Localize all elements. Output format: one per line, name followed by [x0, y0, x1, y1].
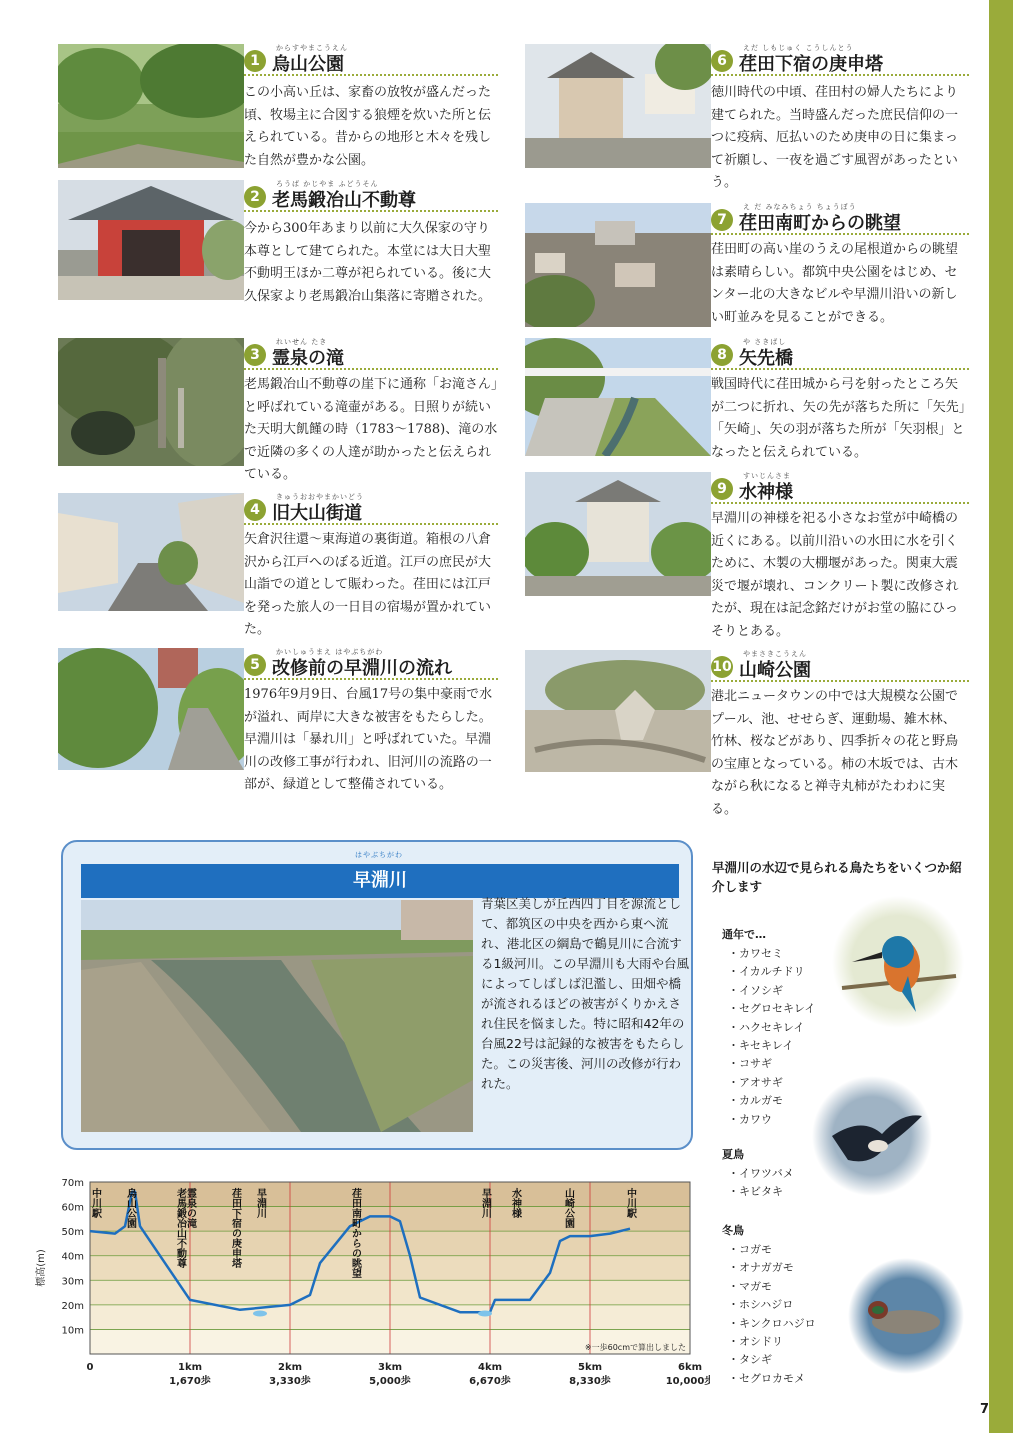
chart-place-label: 早淵川 — [254, 1188, 266, 1218]
photo-swallow — [812, 1076, 932, 1196]
bird-item: ・カワセミ — [728, 947, 783, 960]
birds-section — [712, 858, 972, 896]
x-tick-steps: 8,330歩 — [569, 1376, 611, 1387]
y-tick-label: 20m — [61, 1300, 84, 1312]
spot-ruby: え だ みなみちょう ちょうぼう — [743, 203, 857, 211]
bird-item: ・キンクロハジロ — [728, 1316, 816, 1330]
chart-place-label: 中川駅 — [624, 1188, 636, 1218]
spot-title: 老馬鍛冶山不動尊 — [272, 190, 416, 211]
hayabuchi-river-panel — [61, 840, 693, 1150]
x-tick-km: 4km — [477, 1362, 503, 1373]
river-crossing-mark — [253, 1310, 267, 1316]
x-tick-steps: 10,000歩 — [665, 1376, 710, 1387]
bird-group-winter — [722, 1222, 816, 1388]
river-description: 青葉区美しが丘西四丁目を源流として、都筑区の中央を西から東へ流れ、港北区の綱島で鶴見川に合流する1級河川。この早淵川も大雨や台風によってしばしば氾濫し、田畑や橋が流されるほどの被害がくりかえされ住民を悩ました。特に昭和42年の台風22号は記録的な被害をもたらした。この災害後、河川の改修が行われた。 — [481, 896, 689, 1091]
spot-number-badge: 6 — [711, 50, 733, 72]
photo-karasuyama-park — [58, 44, 244, 168]
spot-title: 矢先橋 — [739, 348, 793, 369]
river-title: 早淵川 — [81, 864, 679, 898]
photo-reisen-falls — [58, 338, 244, 466]
bird-item: ・セグロカモメ — [728, 1371, 805, 1385]
bird-item: ・キセキレイ — [728, 1039, 794, 1053]
spot-title: 荏田南町からの眺望 — [739, 213, 901, 234]
spot-number-badge: 4 — [244, 499, 266, 521]
side-accent-bar — [989, 0, 1013, 1433]
spot-number-badge: 1 — [244, 50, 266, 72]
chart-place-label: 山崎公園 — [562, 1188, 574, 1228]
bird-item: ・コガモ — [728, 1243, 772, 1256]
bird-item: ・ホシハジロ — [728, 1298, 794, 1312]
bird-item: ・イワツバメ — [728, 1167, 794, 1180]
spot-3 — [58, 338, 498, 488]
bird-item: ・タシギ — [728, 1353, 772, 1367]
spot-ruby: れいせん たき — [276, 338, 328, 346]
photo-koshinto — [525, 44, 711, 168]
page-number: 7 — [979, 1402, 989, 1417]
x-tick-steps: 1,670歩 — [169, 1376, 211, 1387]
bird-group-year-round — [722, 926, 815, 1129]
spot-number-badge: 9 — [711, 478, 733, 500]
chart-place-label: 早淵川 — [479, 1188, 491, 1218]
elevation-profile-chart — [30, 1170, 710, 1410]
spot-description: 徳川時代の中頃、荏田村の婦人たちにより建てられた。当時盛んだった庶民信仰の一つに疫病、厄払いのため庚申の日に集まって祈願し、一夜を過ごす風習があったという。 — [711, 85, 959, 190]
x-tick-km: 6km — [677, 1362, 703, 1373]
bird-group-title: 通年で… — [722, 928, 766, 941]
spot-ruby: きゅうおおやまかいどう — [276, 493, 364, 501]
photo-edaminami-view — [525, 203, 711, 327]
y-tick-label: 60m — [61, 1202, 84, 1214]
spot-title: 改修前の早淵川の流れ — [272, 658, 452, 679]
spot-title: 霊泉の滝 — [272, 348, 344, 369]
spot-description: 港北ニュータウンの中では大規模な公園でプール、池、せせらぎ、運動場、雑木林、竹林、桜などがあり、四季折々の花と野鳥の宝庫となっている。柿の木坂では、古木ながら秋になると禅寺丸柿がたわわに実る。 — [711, 689, 959, 817]
spot-description: 1976年9月9日、台風17号の集中豪雨で水が溢れ、両岸に大きな被害をもたらした。早淵川は「暴れ川」と呼ばれていた。早淵川の改修工事が行われ、旧河川の流路の一部が、緑道として整備されている。 — [244, 687, 493, 792]
chart-place-label: 烏山公園 — [124, 1188, 136, 1228]
bird-group-title: 夏鳥 — [722, 1148, 744, 1161]
chart-place-label: 中川駅 — [89, 1188, 101, 1218]
chart-place-label: 老馬鍛冶山不動尊 — [174, 1188, 186, 1268]
spot-number-badge: 7 — [711, 209, 733, 231]
photo-suijinsama — [525, 472, 711, 596]
spot-title: 烏山公園 — [272, 54, 344, 75]
spot-title: 山崎公園 — [739, 660, 811, 681]
spot-description: この小高い丘は、家畜の放牧が盛んだった頃、牧場主に合図する狼煙を炊いた所と伝えられている。昔からの地形と木々を残した自然が豊かな公園。 — [244, 85, 492, 168]
photo-old-oyama-road — [58, 493, 244, 611]
photo-teal-duck — [848, 1258, 964, 1374]
y-tick-label: 40m — [61, 1251, 84, 1263]
bird-item: ・オシドリ — [728, 1335, 783, 1349]
spot-ruby: かいしゅうまえ はやぶちがわ — [276, 648, 384, 656]
y-tick-label: 30m — [61, 1276, 84, 1288]
x-tick-steps: 6,670歩 — [469, 1376, 511, 1387]
spot-title: 荏田下宿の庚申塔 — [739, 54, 883, 75]
y-axis-label: 標高(m) — [36, 1249, 47, 1287]
spot-ruby: からすやまこうえん — [276, 44, 348, 52]
spot-ruby: や さきばし — [743, 338, 787, 346]
spot-number-badge: 10 — [711, 656, 733, 678]
x-tick-km: 3km — [377, 1362, 403, 1373]
spot-1 — [58, 44, 498, 172]
bird-group-summer — [722, 1146, 794, 1202]
spot-ruby: えだ しもじゅく こうしんとう — [743, 44, 854, 52]
spot-title: 水神様 — [739, 482, 793, 503]
spot-8 — [525, 338, 970, 468]
x-tick-km: 1km — [177, 1362, 203, 1373]
photo-hayabuchi-river — [81, 900, 473, 1132]
bird-item: ・セグロセキレイ — [728, 1002, 816, 1016]
spot-description: 老馬鍛冶山不動尊の崖下に通称「お滝さん」と呼ばれている滝壷がある。日照りが続いた天明大飢饉の時（1783～1788)、滝の水で近隣の多くの人達が助かったと伝えられている。 — [244, 377, 498, 482]
chart-place-label: 水神様 — [509, 1188, 521, 1218]
x-tick-km: 0 — [86, 1362, 94, 1373]
photo-kingfisher — [832, 896, 964, 1028]
spot-number-badge: 3 — [244, 344, 266, 366]
y-tick-label: 70m — [61, 1178, 84, 1189]
chart-place-label: 荏田下宿の庚申塔 — [229, 1188, 241, 1268]
spot-7 — [525, 203, 970, 333]
spot-4 — [58, 493, 498, 645]
spot-description: 荏田町の高い崖のうえの尾根道からの眺望は素晴らしい。都筑中央公園をはじめ、センター北の大きなビルや早淵川沿いの新しい町並みを見ることができる。 — [711, 242, 959, 325]
elevation-chart-svg — [30, 1170, 710, 1410]
bird-item: ・カワウ — [728, 1112, 772, 1126]
spot-9 — [525, 472, 970, 648]
x-tick-km: 5km — [577, 1362, 603, 1373]
river-ruby: はやぶちがわ — [355, 851, 403, 859]
bird-item: ・ハクセキレイ — [728, 1020, 805, 1034]
x-tick-steps: 5,000歩 — [369, 1376, 411, 1387]
bird-item: ・アオサギ — [728, 1075, 783, 1089]
photo-yamasaki-park — [525, 650, 711, 772]
bird-item: ・オナガガモ — [728, 1261, 794, 1275]
bird-group-title: 冬鳥 — [722, 1224, 744, 1237]
spot-description: 早淵川の神様を祀る小さなお堂が中崎橋の近くにある。以前川沿いの水田に水を引くために、木製の大棚堰があった。関東大震災で堰が壊れ、コンクリート製に改修されたが、現在は記念銘だけがお堂の脇にひっそりとある。 — [711, 511, 959, 639]
spot-ruby: やまさきこうえん — [743, 650, 807, 658]
spot-ruby: ろうば かじやま ふどうそん — [276, 180, 379, 188]
spot-5 — [58, 648, 498, 824]
bird-item: ・コサギ — [728, 1057, 772, 1071]
spot-title: 旧大山街道 — [272, 503, 362, 524]
spot-2 — [58, 180, 498, 332]
spot-number-badge: 8 — [711, 344, 733, 366]
x-tick-km: 2km — [277, 1362, 303, 1373]
photo-hayabuchi-old-course — [58, 648, 244, 770]
bird-item: ・キビタキ — [728, 1185, 783, 1199]
chart-place-label: 荏田南町からの眺望 — [349, 1188, 361, 1278]
river-crossing-mark — [478, 1310, 492, 1316]
spot-ruby: すいじんさま — [743, 472, 791, 480]
spot-number-badge: 5 — [244, 654, 266, 676]
y-tick-label: 10m — [61, 1325, 84, 1337]
photo-yasaki-bridge — [525, 338, 711, 456]
chart-note: ※一歩60cmで算出しました — [584, 1343, 686, 1352]
spot-description: 今から300年あまり以前に大久保家の守り本尊として建てられた。本堂には大日大聖不動明王ほか二尊が祀られている。後に大久保家より老馬鍛冶山集落に寄贈された。 — [244, 221, 492, 304]
spot-number-badge: 2 — [244, 186, 266, 208]
y-tick-label: 50m — [61, 1227, 84, 1239]
bird-item: ・イカルチドリ — [728, 965, 805, 979]
birds-intro: 早淵川の水辺で見られる鳥たちをいくつか紹介します — [712, 860, 963, 894]
bird-item: ・イソシギ — [728, 983, 783, 997]
spot-10 — [525, 650, 970, 830]
bird-item: ・マガモ — [728, 1279, 772, 1293]
spot-6 — [525, 44, 970, 196]
photo-fudoson-temple — [58, 180, 244, 300]
bird-item: ・カルガモ — [728, 1094, 783, 1108]
spot-description: 矢倉沢往還～東海道の裏街道。箱根の八倉沢から江戸へのぼる近道。江戸の庶民が大山詣での道として賑わった。荏田には江戸を発った旅人の一日目の宿場が置かれていた。 — [244, 532, 492, 637]
spot-description: 戦国時代に荏田城から弓を射ったところ矢が二つに折れ、矢の先が落ちた所に「矢先」「矢崎」、矢の羽が落ちた所が「矢羽根」となったと伝えられている。 — [711, 377, 966, 460]
x-tick-steps: 3,330歩 — [269, 1376, 311, 1387]
chart-place-label: 霊泉の滝 — [184, 1188, 196, 1228]
